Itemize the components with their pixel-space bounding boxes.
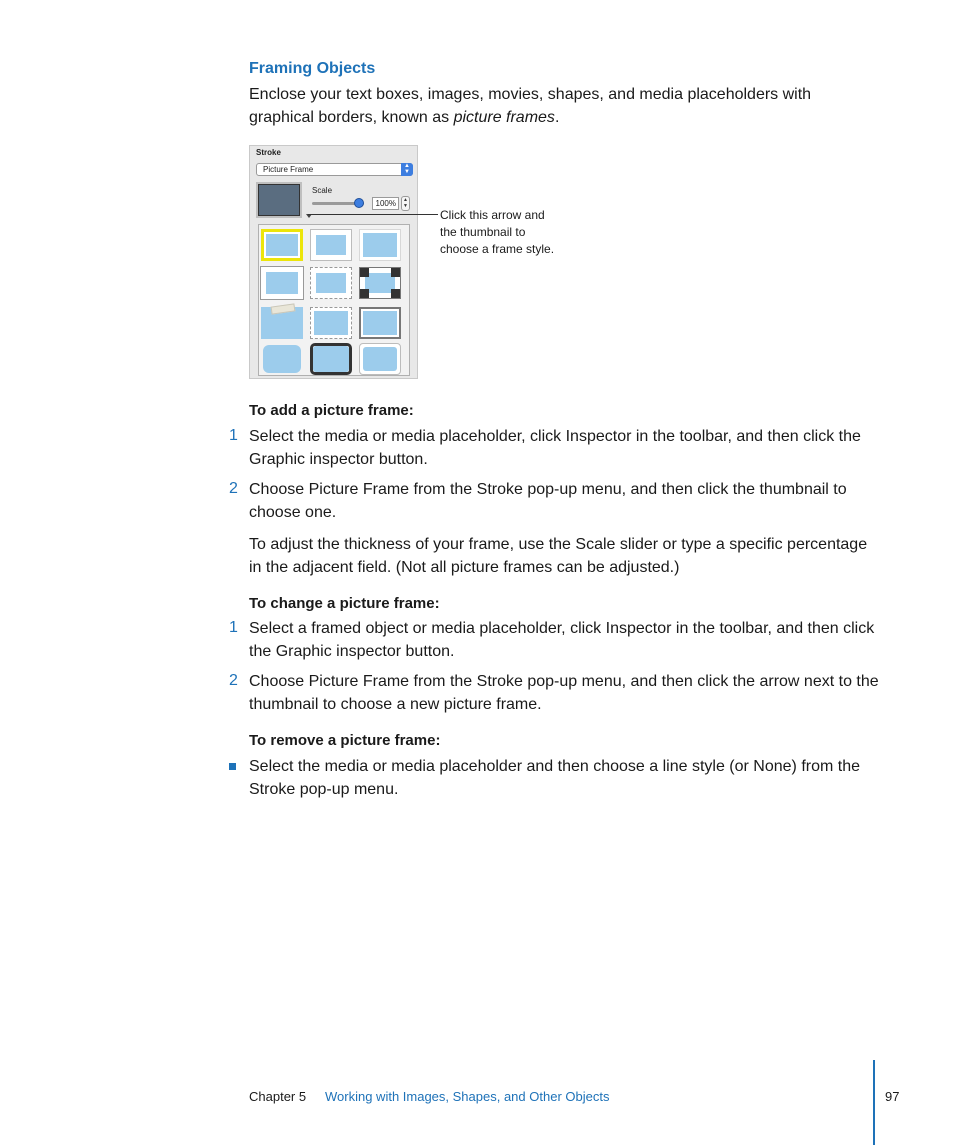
stroke-label: Stroke — [256, 148, 281, 157]
frame-style-option[interactable] — [310, 343, 352, 375]
frame-style-option[interactable] — [359, 267, 401, 299]
frame-thumbnail[interactable] — [258, 184, 300, 216]
scale-stepper[interactable]: ▲ ▼ — [401, 196, 410, 211]
frame-style-option[interactable] — [261, 343, 303, 375]
bullet-icon — [229, 763, 236, 770]
footer-chapter: Chapter 5 — [249, 1089, 307, 1104]
frame-style-option[interactable] — [261, 307, 303, 339]
footer-divider — [873, 1060, 875, 1145]
figure-callout: Click this arrow and the thumbnail to choose a frame style. — [440, 208, 555, 256]
frame-style-option[interactable] — [261, 229, 303, 261]
callout-leader-line — [308, 214, 438, 215]
intro-italic-term: picture frames — [453, 109, 555, 126]
scale-slider-knob[interactable] — [354, 198, 364, 208]
scale-field[interactable]: 100% — [372, 197, 399, 210]
frame-style-option[interactable] — [310, 267, 352, 299]
step-text: Select the media or media placeholder, click Inspector in the toolbar, and then click the Graphic inspector button. — [249, 428, 861, 468]
bullet-text: Select the media or media placeholder and then choose a line style (or None) from the Stroke pop-up menu. — [249, 758, 861, 798]
frame-style-option[interactable] — [359, 343, 401, 375]
page-number: 97 — [885, 1089, 900, 1104]
section-title: Framing Objects — [249, 60, 376, 77]
scale-label: Scale — [312, 186, 333, 195]
stroke-popup-menu[interactable] — [256, 163, 413, 176]
frame-style-option[interactable] — [261, 267, 303, 299]
frame-style-option[interactable] — [310, 229, 352, 261]
frame-style-option[interactable] — [310, 307, 352, 339]
frame-style-option[interactable] — [359, 307, 401, 339]
step-number: 2 — [229, 480, 238, 497]
intro-paragraph: Enclose your text boxes, images, movies, shapes, and media placeholders with graphical borders, known as picture frames. — [249, 86, 812, 126]
scale-note: To adjust the thickness of your frame, use the Scale slider or type a specific percentage in the adjacent field. (Not all picture frames can be adjusted.) — [249, 536, 868, 576]
step-number: 2 — [229, 672, 238, 689]
step-text: Select a framed object or media placeholder, click Inspector in the toolbar, and then click the Graphic inspector button. — [249, 620, 875, 660]
remove-frame-heading: To remove a picture frame: — [249, 732, 441, 749]
add-frame-heading: To add a picture frame: — [249, 402, 414, 419]
graphic-inspector-figure — [249, 145, 418, 379]
popup-arrows-icon: ▲ ▼ — [401, 163, 413, 176]
frame-style-option[interactable] — [359, 229, 401, 261]
step-number: 1 — [229, 619, 238, 636]
step-text: Choose Picture Frame from the Stroke pop-up menu, and then click the arrow next to the thumbnail to choose a new picture frame. — [249, 673, 879, 713]
frame-style-panel — [258, 224, 410, 376]
stroke-popup-value: Picture Frame — [263, 165, 314, 174]
step-number: 1 — [229, 427, 238, 444]
step-text: Choose Picture Frame from the Stroke pop-up menu, and then click the thumbnail to choose one. — [249, 481, 847, 521]
footer-chapter-title: Working with Images, Shapes, and Other Objects — [325, 1089, 610, 1104]
change-frame-heading: To change a picture frame: — [249, 595, 440, 612]
